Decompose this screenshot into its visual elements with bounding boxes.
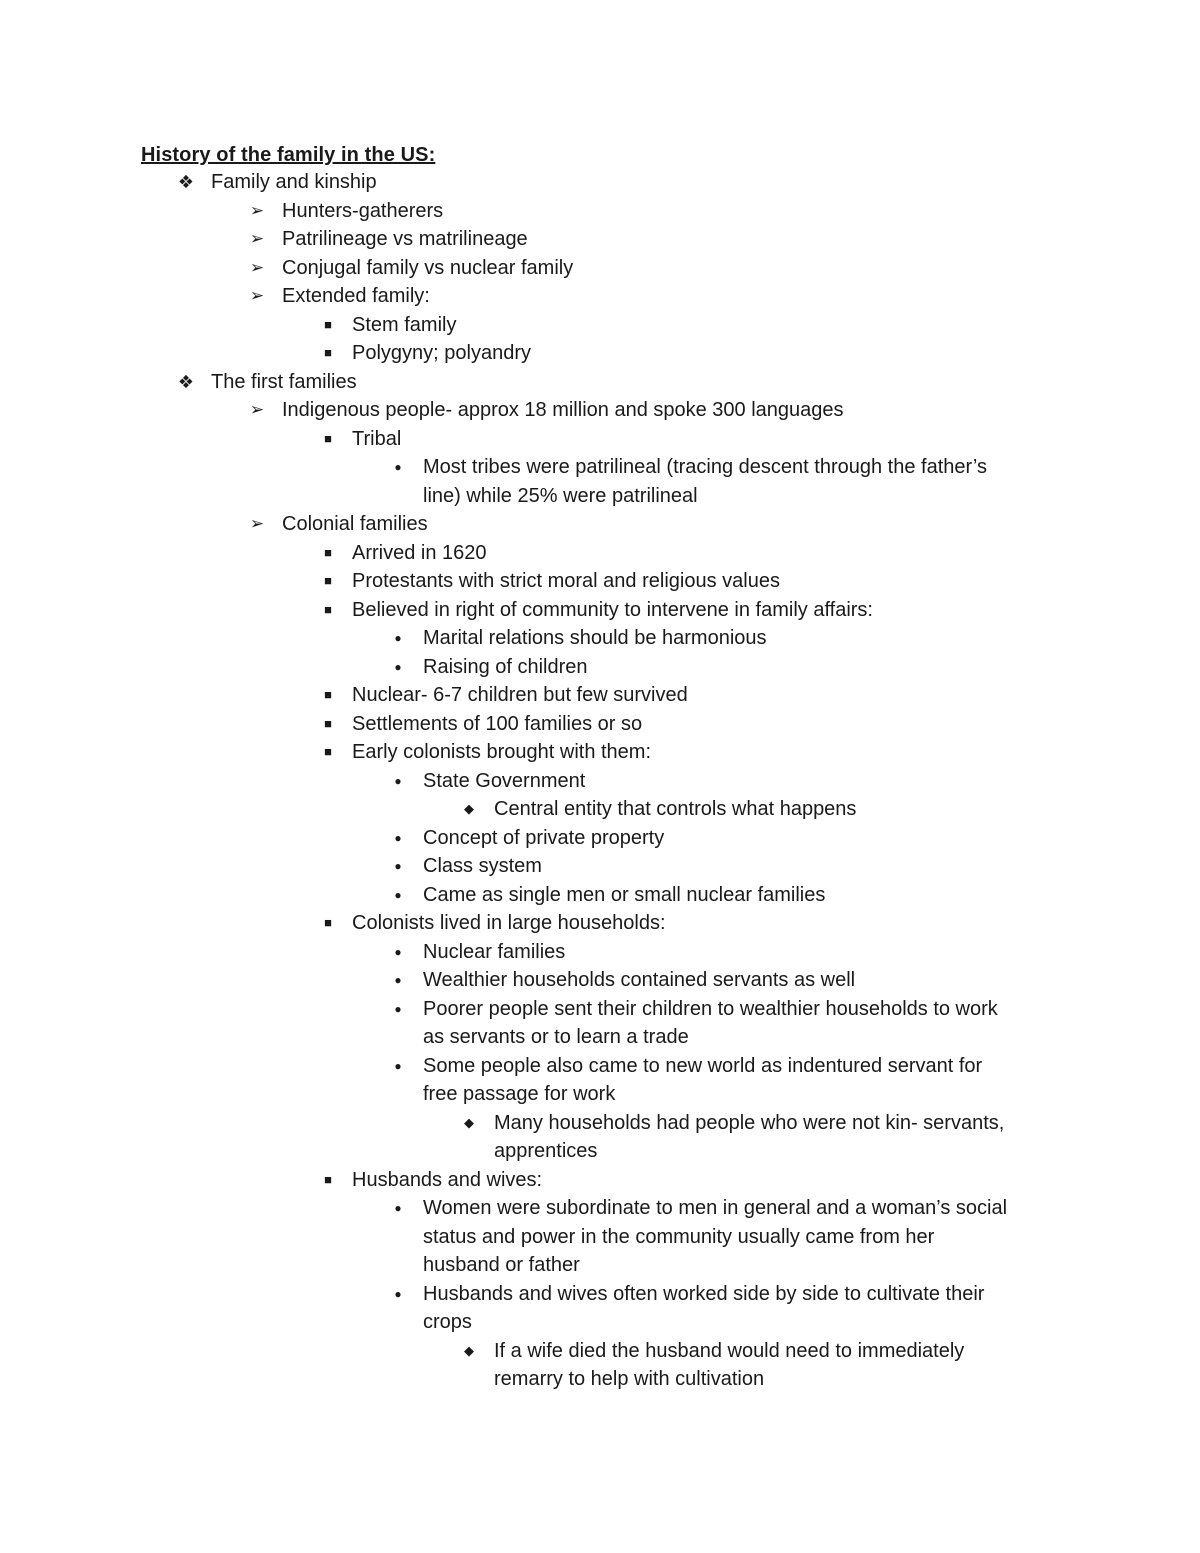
outline-item-level-3: Came as single men or small nuclear families xyxy=(423,883,826,906)
outline-item-level-3: Women were subordinate to men in general and a woman’s social xyxy=(423,1197,1008,1219)
square-bullet-icon: ■ xyxy=(324,544,332,560)
outline-item-level-4: apprentices xyxy=(494,1140,598,1162)
dot-bullet-icon: ● xyxy=(394,1201,402,1215)
outline-item-level-3: Poorer people sent their children to wealthier households to work xyxy=(423,997,998,1020)
outline-item-level-3: free passage for work xyxy=(423,1083,616,1105)
outline-item-level-4: If a wife died the husband would need to immediately xyxy=(494,1339,965,1362)
dot-bullet-icon: ● xyxy=(394,773,402,788)
diamond-bullet-icon: ❖ xyxy=(177,371,195,392)
arrow-bullet-icon: ➢ xyxy=(249,257,265,277)
arrow-bullet-icon: ➢ xyxy=(249,286,265,305)
square-bullet-icon: ■ xyxy=(324,744,332,759)
outline-item-level-1: Indigenous people- approx 18 million and spoke 300 languages xyxy=(282,399,844,421)
outline-item-level-2: Protestants with strict moral and religious values xyxy=(352,570,780,592)
outline-item-level-3: Most tribes were patrilineal (tracing descent through the father’s xyxy=(423,456,987,478)
outline-item-level-4: Many households had people who were not kin- servants, xyxy=(494,1111,1005,1134)
outline-item-level-2: Arrived in 1620 xyxy=(352,541,487,564)
outline-item-level-1: Extended family: xyxy=(282,285,430,307)
dot-bullet-icon: ● xyxy=(394,460,402,474)
outline-item-level-2: Polygyny; polyandry xyxy=(352,342,531,364)
outline-item-level-3: crops xyxy=(423,1311,472,1333)
outline-item-level-3: Raising of children xyxy=(423,655,588,678)
page-title: History of the family in the US: xyxy=(141,144,436,166)
outline-item-level-3: Some people also came to new world as indentured servant for xyxy=(423,1054,983,1077)
dot-bullet-icon: ● xyxy=(394,1001,402,1016)
outline-item-level-1: Hunters-gatherers xyxy=(282,199,444,222)
square-bullet-icon: ■ xyxy=(324,345,332,360)
outline-item-level-3: as servants or to learn a trade xyxy=(423,1026,689,1048)
arrow-bullet-icon: ➢ xyxy=(249,400,265,419)
dot-bullet-icon: ● xyxy=(394,973,402,987)
dot-bullet-icon: ● xyxy=(394,659,402,674)
dot-bullet-icon: ● xyxy=(394,631,402,645)
square-bullet-icon: ■ xyxy=(324,915,332,930)
outline-item-level-3: State Government xyxy=(423,769,586,792)
outline-item-level-2: Husbands and wives: xyxy=(352,1168,543,1191)
outline-item-level-1: Patrilineage vs matrilineage xyxy=(282,228,528,250)
square-bullet-icon: ■ xyxy=(324,715,332,731)
square-bullet-icon: ■ xyxy=(324,316,332,332)
outline-item-level-2: Settlements of 100 families or so xyxy=(352,712,643,735)
small-diamond-bullet-icon: ◆ xyxy=(464,1114,474,1130)
outline-item-level-3: husband or father xyxy=(423,1254,580,1276)
outline-item-level-0: Family and kinship xyxy=(211,171,377,193)
dot-bullet-icon: ● xyxy=(394,1058,402,1073)
dot-bullet-icon: ● xyxy=(394,830,402,845)
outline-item-level-2: Believed in right of community to intervene in family affairs: xyxy=(352,598,873,621)
square-bullet-icon: ■ xyxy=(324,601,332,617)
arrow-bullet-icon: ➢ xyxy=(249,200,265,220)
outline-item-level-2: Stem family xyxy=(352,313,457,336)
outline-item-level-4: Central entity that controls what happens xyxy=(494,798,857,820)
outline-item-level-3: line) while 25% were patrilineal xyxy=(423,484,698,507)
outline-item-level-2: Tribal xyxy=(352,427,402,450)
outline-item-level-3: Concept of private property xyxy=(423,826,665,849)
outline-item-level-3: status and power in the community usually came from her xyxy=(423,1225,935,1248)
outline-item-level-1: Colonial families xyxy=(282,513,428,535)
dot-bullet-icon: ● xyxy=(394,859,402,873)
outline-item-level-2: Nuclear- 6-7 children but few survived xyxy=(352,684,688,706)
outline-item-level-2: Early colonists brought with them: xyxy=(352,741,652,763)
square-bullet-icon: ■ xyxy=(324,1171,332,1187)
outline-item-level-3: Wealthier households contained servants as well xyxy=(423,969,856,991)
dot-bullet-icon: ● xyxy=(394,944,402,959)
outline-item-level-4: remarry to help with cultivation xyxy=(494,1368,765,1390)
diamond-bullet-icon: ❖ xyxy=(177,172,195,192)
square-bullet-icon: ■ xyxy=(324,430,332,446)
square-bullet-icon: ■ xyxy=(324,573,332,588)
arrow-bullet-icon: ➢ xyxy=(249,514,265,533)
outline-item-level-3: Class system xyxy=(423,855,542,877)
square-bullet-icon: ■ xyxy=(324,687,332,702)
small-diamond-bullet-icon: ◆ xyxy=(464,801,474,816)
small-diamond-bullet-icon: ◆ xyxy=(464,1342,474,1358)
dot-bullet-icon: ● xyxy=(394,887,402,902)
outline-item-level-1: Conjugal family vs nuclear family xyxy=(282,256,574,279)
outline-item-level-2: Colonists lived in large households: xyxy=(352,912,666,934)
outline-item-level-3: Marital relations should be harmonious xyxy=(423,627,767,649)
outline-item-level-0: The first families xyxy=(211,370,357,393)
arrow-bullet-icon: ➢ xyxy=(249,229,265,248)
outline-item-level-3: Husbands and wives often worked side by side to cultivate their xyxy=(423,1282,985,1305)
dot-bullet-icon: ● xyxy=(394,1286,402,1301)
outline-item-level-3: Nuclear families xyxy=(423,940,566,963)
